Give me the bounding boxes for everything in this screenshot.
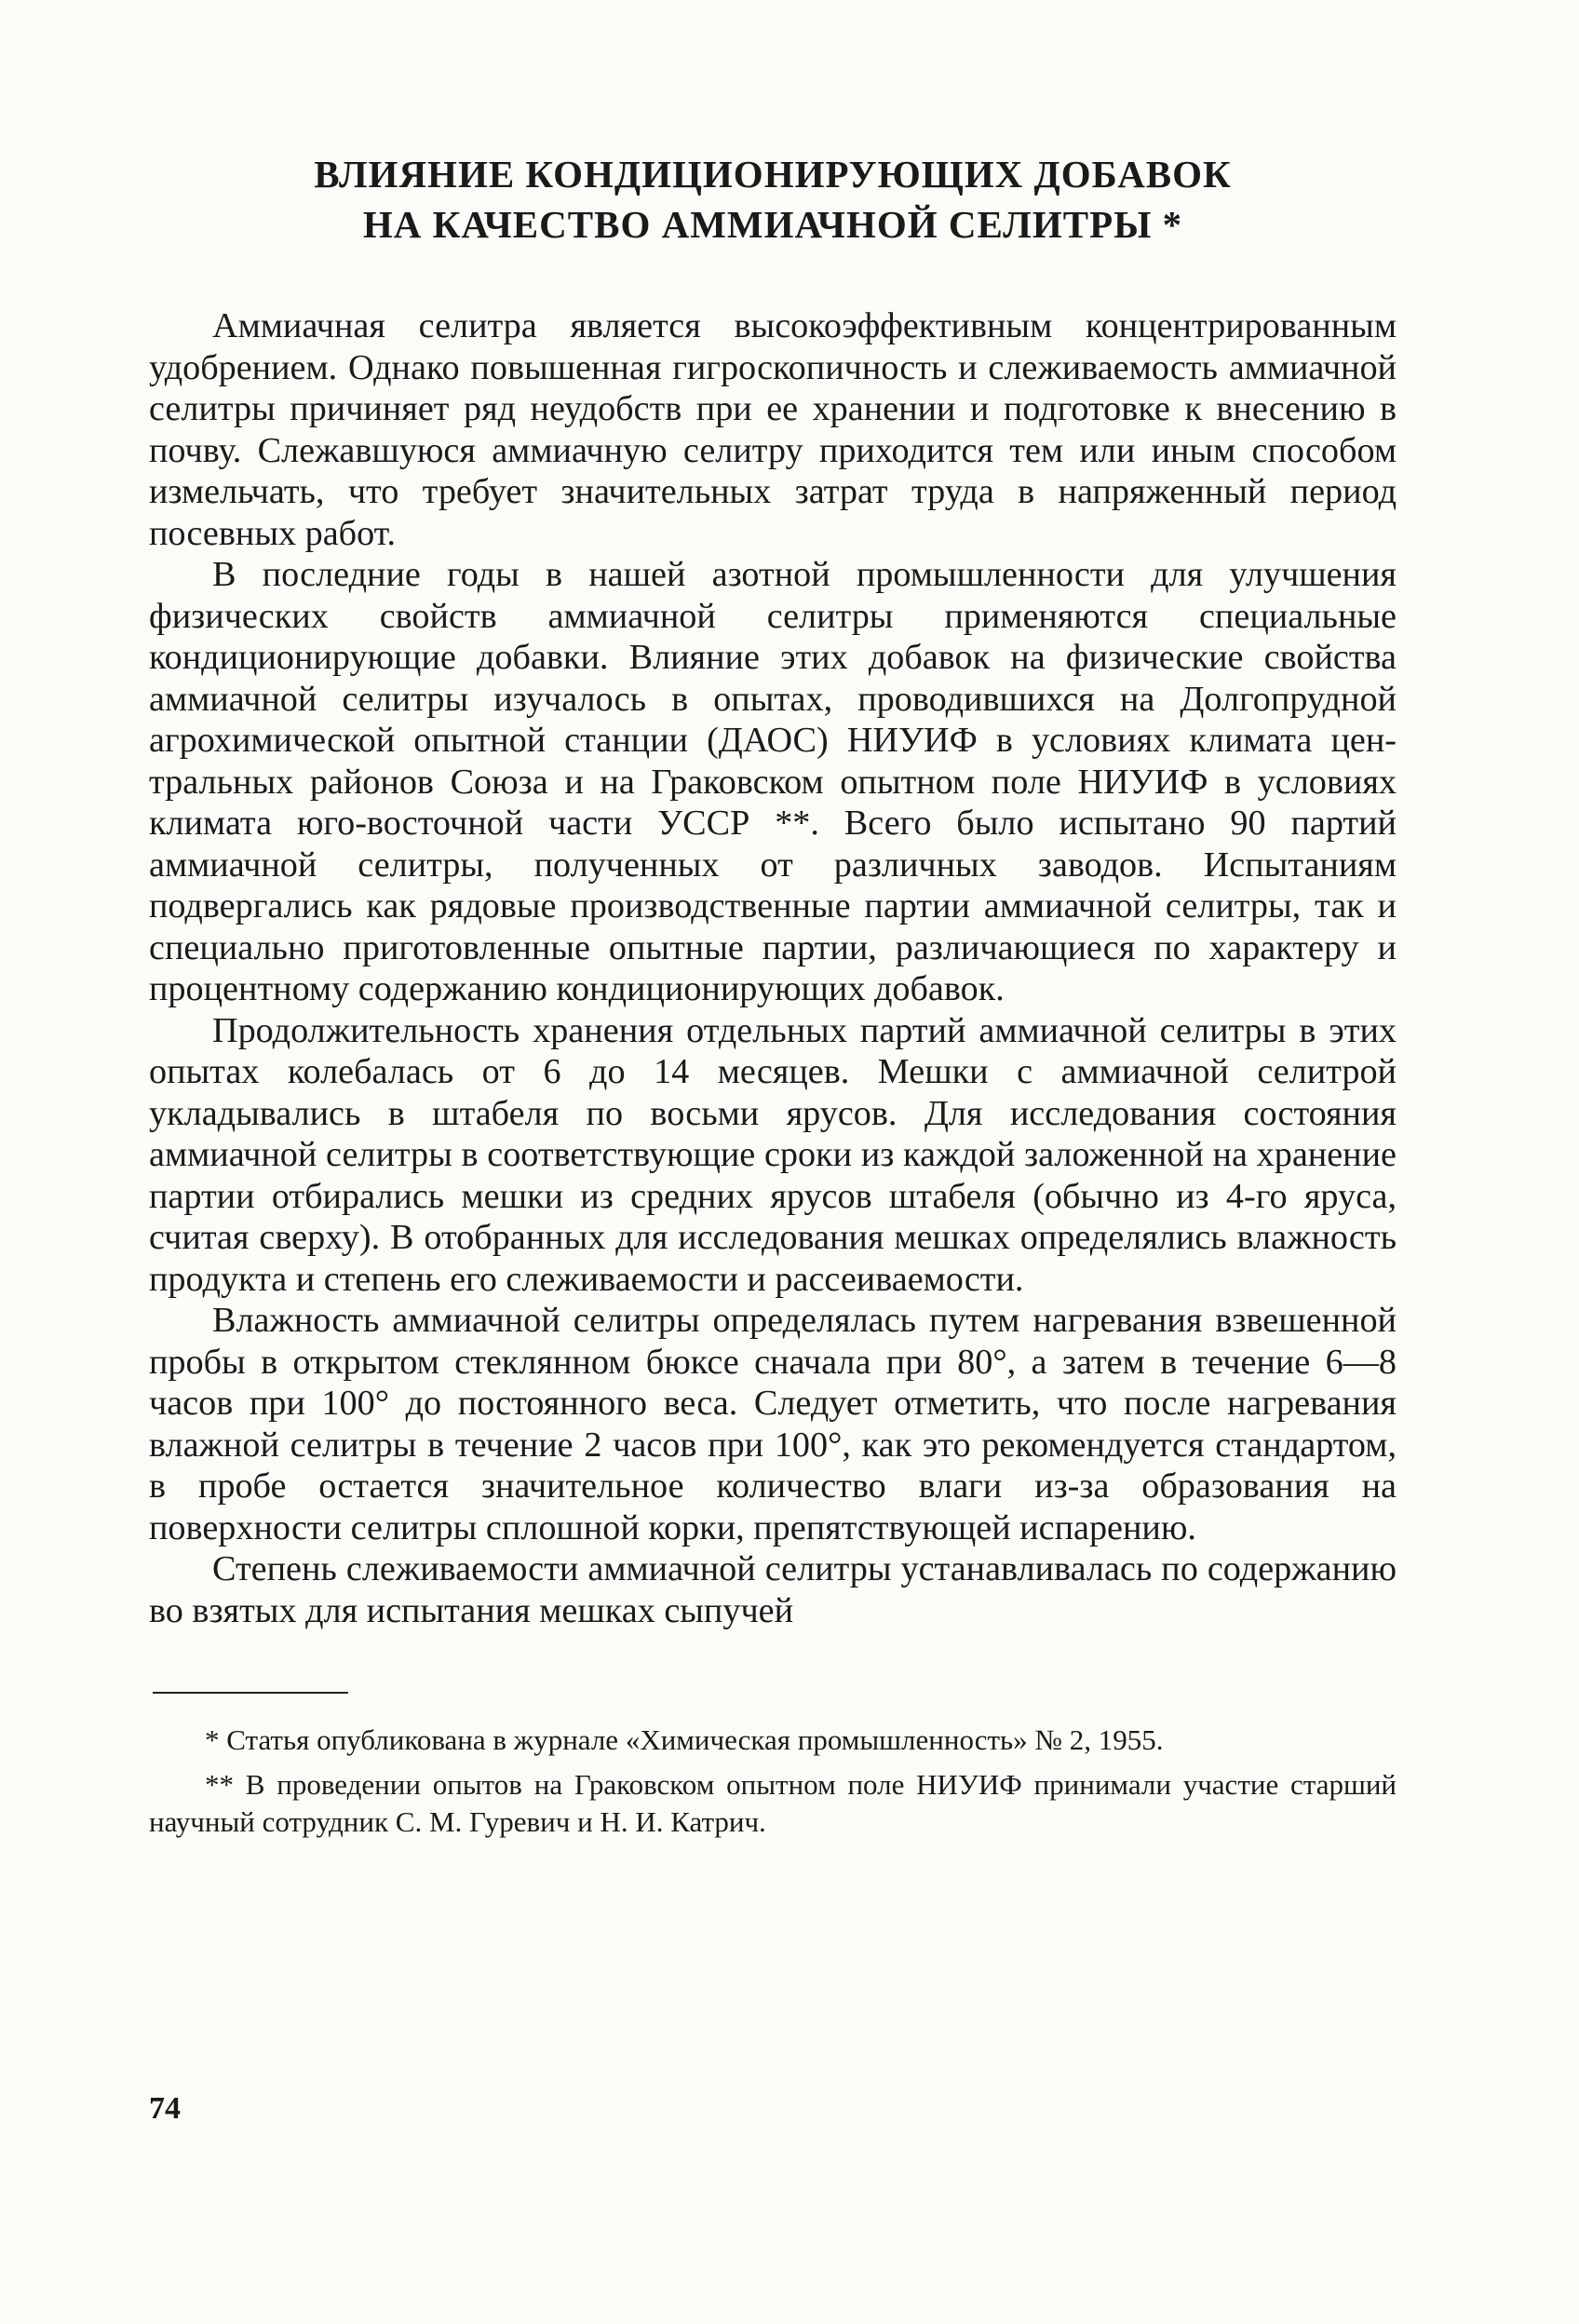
article-body	[149, 305, 1397, 1631]
page-number: 74	[149, 2091, 181, 2126]
article-title	[149, 149, 1397, 250]
footnote-divider	[153, 1692, 348, 1694]
footnote-2: ** В проведении опытов на Граковском опытном поле НИУИФ принимали участие старший научный сотрудник С. М. Гуревич и Н. И. Катрич.	[149, 1768, 1397, 1838]
paragraph-1: Аммиачная селитра является высокоэффективным концентрированным удобрением. Однако повышенная гигроскопичность и слеживаемость аммиачной селитры причиняет ряд неудобств при ее хранении и подготовке к внесению в почву. Слежавшуюся аммиачную селитру приходится тем или иным способом измельчать, что требует значительных затрат труда в напряженный период посевных работ.	[149, 306, 1397, 553]
paragraph-3: Продолжительность хранения отдельных партий аммиачной селитры в этих опытах колебалась от 6 до 14 месяцев. Мешки с аммиачной селитрой укладывались в штабеля по восьми ярусов. Для исследования состояния аммиачной селитры в соответствующие сроки из каждой заложенной на хранение партии отбирались мешки из средних ярусов штабеля (обычно из 4-го яруса, считая сверху). В отобранных для исследования мешках определялись влажность продукта и степень его слеживаемости и рассеиваемости.	[149, 1010, 1397, 1299]
footnotes	[149, 1722, 1397, 1841]
paragraph-5: Степень слеживаемости аммиачной селитры устанавливалась по содержанию во взятых для испытания мешках сыпучей	[149, 1549, 1397, 1630]
footnote-1: * Статья опубликована в журнале «Химическая промышленность» № 2, 1955.	[205, 1723, 1164, 1756]
title-line-2: НА КАЧЕСТВО АММИАЧНОЙ СЕЛИТРЫ *	[362, 203, 1183, 246]
document-page	[149, 149, 1397, 2244]
paragraph-4: Влажность аммиачной селитры определялась путем нагревания взвешенной пробы в открытом стеклянном бюксе сначала при 80°, а затем в течение 6—8 часов при 100° до постоянного веса. Следует отметить, что после нагревания влажной селитры в течение 2 часов при 100°, как это рекомендуется стандартом, в пробе остается значительное количество влаги из-за образования на поверхности селитры сплошной корки, препятствующей испарению.	[149, 1301, 1397, 1547]
paragraph-2: В последние годы в нашей азотной промышленности для улучшения физических свойств аммиачной селитры применяются специальные кондиционирующие добавки. Влияние этих добавок на физические свойства аммиачной селитры изучалось в опытах, проводившихся на Долгопрудной агрохимической опытной станции (ДАОС) НИУИФ в условиях климата центральных районов Союза и на Граковском опытном поле НИУИФ в условиях климата юго-восточной части УССР **. Всего было испытано 90 партий аммиачной селитры, полученных от различных заводов. Испытаниям подвергались как рядовые производственные партии аммиачной селитры, так и специально приготовленные опытные партии, различающиеся по характеру и процентному содержанию кондиционирующих добавок.	[149, 555, 1397, 1008]
title-line-1: ВЛИЯНИЕ КОНДИЦИОНИРУЮЩИХ ДОБАВОК	[314, 153, 1232, 196]
